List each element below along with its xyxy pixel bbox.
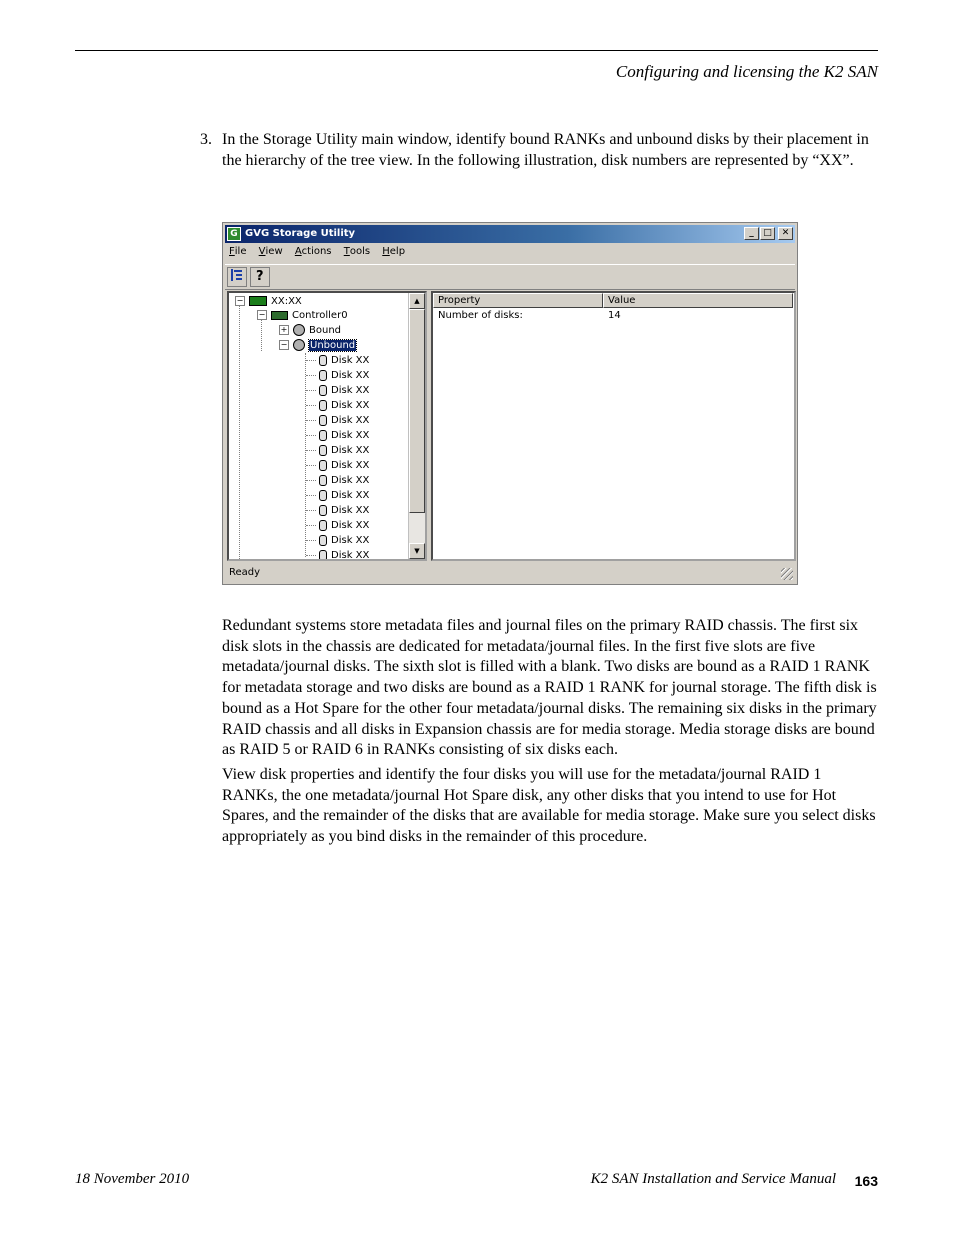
tree-node-disk[interactable]: Disk XX xyxy=(319,369,369,383)
collapse-icon[interactable]: − xyxy=(236,296,244,305)
column-header-value[interactable]: Value xyxy=(603,293,793,308)
property-value: 14 xyxy=(608,310,621,321)
tree-node-disk[interactable]: Disk XX xyxy=(319,384,369,398)
tree-node-disk[interactable]: Disk XX xyxy=(319,354,369,368)
tree-node-disk[interactable]: Disk XX xyxy=(319,459,369,473)
step-text: In the Storage Utility main window, identify bound RANKs and unbound disks by their placement in the hierarchy of the tree view. In the following illustration, disk numbers are represented by “XX”. xyxy=(222,131,869,169)
tree-node-disk[interactable]: Disk XX xyxy=(319,549,369,561)
tree-node-disk[interactable]: Disk XX xyxy=(319,489,369,503)
tree-node-disk[interactable]: Disk XX xyxy=(319,414,369,428)
tree-view-icon xyxy=(230,268,244,282)
status-text: Ready xyxy=(229,567,261,578)
close-button[interactable]: ✕ xyxy=(778,227,793,240)
scroll-up-icon[interactable]: ▲ xyxy=(409,293,425,309)
title-bar[interactable] xyxy=(225,225,795,243)
disk-icon xyxy=(319,445,327,456)
toolbar xyxy=(225,264,795,290)
page-number: 163 xyxy=(854,1173,878,1189)
tree-node-unbound[interactable]: − Unbound xyxy=(280,340,356,351)
tree-node-controller[interactable]: − Controller0 xyxy=(258,310,348,321)
expand-icon[interactable]: + xyxy=(280,325,288,334)
disk-group-icon xyxy=(293,324,305,336)
menu-actions[interactable]: Actions xyxy=(294,246,332,257)
menu-tools[interactable]: Tools xyxy=(343,246,371,257)
help-button[interactable] xyxy=(250,267,270,287)
disk-icon xyxy=(319,505,327,516)
column-header-property[interactable]: Property xyxy=(433,293,603,308)
collapse-icon[interactable]: − xyxy=(258,310,266,319)
tree-node-disk[interactable]: Disk XX xyxy=(319,519,369,533)
menu-file[interactable]: File xyxy=(229,246,247,257)
tree-node-disk[interactable]: Disk XX xyxy=(319,474,369,488)
running-head: Configuring and licensing the K2 SAN xyxy=(615,62,878,81)
tree-scrollbar[interactable] xyxy=(408,293,425,559)
properties-list[interactable] xyxy=(431,291,796,561)
disk-group-icon xyxy=(293,339,305,351)
step-number: 3. xyxy=(200,131,212,148)
paragraph-view-disk-properties: View disk properties and identify the four disks you will use for the metadata/journal RAID 1 RANKs, the one metadata/journal Hot Spare disk, any other disks that you intend to use for Hot Spares, and the remainder of the disks that are available for media storage. Make sure you select disks appropriately as you bind disks in the remainder of this procedure. xyxy=(222,766,876,846)
disk-icon xyxy=(319,535,327,546)
header-rule xyxy=(75,50,878,51)
maximize-button[interactable]: □ xyxy=(760,227,775,240)
storage-utility-window xyxy=(222,222,798,585)
minimize-button[interactable]: _ xyxy=(744,227,759,240)
disk-icon xyxy=(319,490,327,501)
menu-bar xyxy=(229,246,414,262)
resize-grip-icon[interactable] xyxy=(781,568,793,580)
scroll-down-icon[interactable]: ▼ xyxy=(409,543,425,559)
disk-icon xyxy=(319,370,327,381)
footer-manual-title: K2 SAN Installation and Service Manual xyxy=(590,1171,836,1187)
property-name: Number of disks: xyxy=(438,310,523,321)
disk-icon xyxy=(319,460,327,471)
tree-node-disk[interactable]: Disk XX xyxy=(319,429,369,443)
paragraph-redundant-systems: Redundant systems store metadata files and journal files on the primary RAID chassis. The first six disk slots in the chassis are dedicated for metadata/journal files. In the first five slots are five metadata/journal disks. The sixth slot is filled with a blank. Two disks are bound as a RAID 1 RANK for metadata storage and two disks are bound as a RAID 1 RANK for journal storage. The fifth disk is bound as a Hot Spare for the other four metadata/journal disks. The remaining six disks in the primary RAID chassis and all disks in Expansion chassis are for media storage. Media storage disks are bound as RAID 5 or RAID 6 in RANKs consisting of six disks each. xyxy=(222,617,877,759)
controller-icon xyxy=(271,311,288,320)
menu-help[interactable]: Help xyxy=(382,246,406,257)
svg-text:?: ? xyxy=(256,269,264,282)
disk-icon xyxy=(319,385,327,396)
disk-icon xyxy=(319,430,327,441)
tree-node-system[interactable]: − XX:XX xyxy=(236,296,302,307)
tree-node-disk[interactable]: Disk XX xyxy=(319,399,369,413)
help-question-icon xyxy=(253,268,267,282)
tree-view[interactable] xyxy=(227,291,427,561)
status-bar xyxy=(225,564,795,582)
disk-icon xyxy=(319,355,327,366)
disk-icon xyxy=(319,400,327,411)
footer-date: 18 November 2010 xyxy=(75,1171,190,1187)
collapse-icon[interactable]: − xyxy=(280,340,288,349)
scroll-thumb[interactable] xyxy=(409,309,425,513)
tree-node-disk[interactable]: Disk XX xyxy=(319,504,369,518)
disk-icon xyxy=(319,475,327,486)
tree-view-button[interactable] xyxy=(227,267,247,287)
tree-node-bound[interactable]: + Bound xyxy=(280,325,342,336)
tree-node-disk[interactable]: Disk XX xyxy=(319,534,369,548)
disk-icon xyxy=(319,520,327,531)
disk-icon xyxy=(319,415,327,426)
app-logo-icon: G xyxy=(227,227,241,241)
disk-icon xyxy=(319,550,327,561)
menu-view[interactable]: View xyxy=(258,246,283,257)
system-icon xyxy=(249,296,267,306)
window-title: GVG Storage Utility xyxy=(245,228,356,239)
tree-node-disk[interactable]: Disk XX xyxy=(319,444,369,458)
